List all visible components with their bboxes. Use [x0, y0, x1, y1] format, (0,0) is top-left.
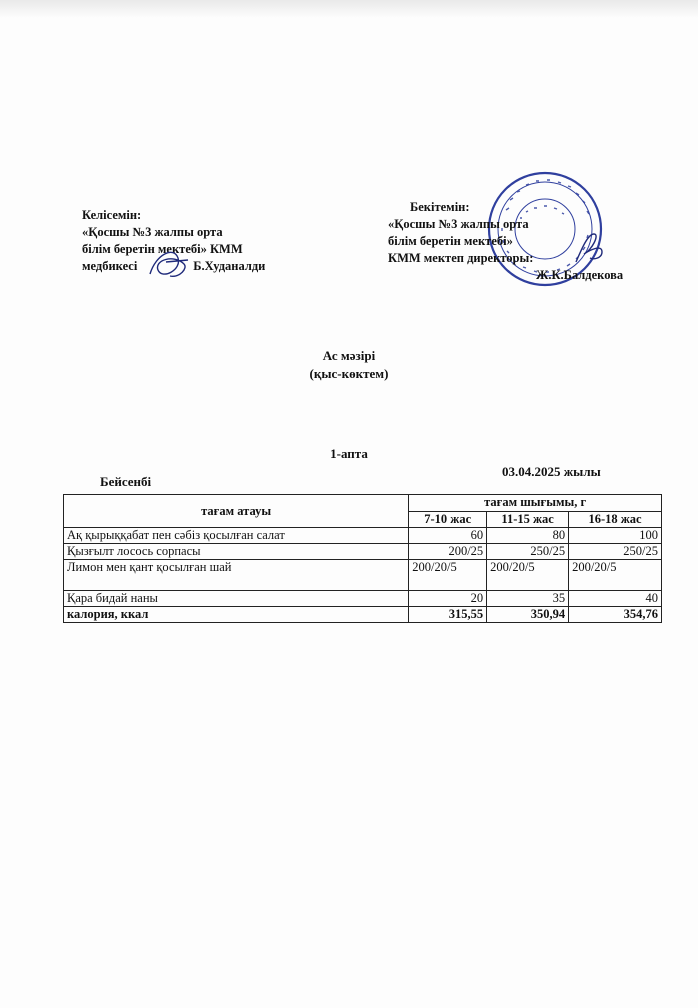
dish-name: Қызғылт лосось сорпасы — [64, 544, 409, 560]
table-row — [64, 591, 662, 607]
approval-left-org-line1: «Қосшы №3 жалпы орта — [82, 225, 223, 239]
total-row — [64, 607, 662, 623]
approval-right-label: Бекітемін: — [410, 200, 470, 214]
portion-value: 200/20/5 — [409, 560, 487, 591]
dish-name: Қара бидай наны — [64, 591, 409, 607]
portion-value: 200/20/5 — [487, 560, 569, 591]
dish-name: Лимон мен қант қосылған шай — [64, 560, 409, 591]
approval-left-org-line2: білім беретін мектебі» КММ — [82, 242, 243, 256]
col-group-header: тағам шығымы, г — [409, 495, 662, 512]
table-row — [64, 544, 662, 560]
approval-right-position: КММ мектеп директоры: — [388, 251, 534, 265]
age-group-header: 11-15 жас — [487, 511, 569, 528]
total-value: 354,76 — [569, 607, 662, 623]
approval-right-org-line1: «Қосшы №3 жалпы орта — [388, 217, 529, 231]
portion-value: 100 — [569, 528, 662, 544]
col-name-header: тағам атауы — [64, 495, 409, 528]
total-value: 350,94 — [487, 607, 569, 623]
portion-value: 20 — [409, 591, 487, 607]
portion-value: 250/25 — [569, 544, 662, 560]
approval-right — [388, 199, 623, 284]
week-label: 1-апта — [330, 446, 368, 461]
portion-value: 200/20/5 — [569, 560, 662, 591]
portion-value: 250/25 — [487, 544, 569, 560]
approval-left-label: Келісемін: — [82, 208, 142, 222]
age-group-header: 16-18 жас — [569, 511, 662, 528]
date-label: 03.04.2025 жылы — [502, 464, 601, 479]
portion-value: 40 — [569, 591, 662, 607]
table-row — [64, 528, 662, 544]
day-label: Бейсенбі — [100, 474, 152, 489]
total-label: калория, ккал — [64, 607, 409, 623]
approval-left-position: медбикесі — [82, 259, 138, 273]
page-title: Ас мәзірі — [322, 348, 376, 363]
age-group-header: 7-10 жас — [409, 511, 487, 528]
portion-value: 35 — [487, 591, 569, 607]
page-subtitle: (қыс-көктем) — [309, 366, 389, 381]
scan-shadow — [0, 0, 698, 18]
total-value: 315,55 — [409, 607, 487, 623]
menu-table — [63, 494, 662, 623]
approval-right-name: Ж.К.Балдекова — [536, 268, 624, 282]
nurse-signature — [144, 244, 194, 286]
approval-left-name: Б.Худаналди — [193, 259, 266, 273]
dish-name: Ақ қырыққабат пен сәбіз қосылған салат — [64, 528, 409, 544]
approval-right-org-line2: білім беретін мектебі» — [388, 234, 513, 248]
table-row — [64, 560, 662, 591]
table-header-row — [64, 495, 662, 512]
portion-value: 80 — [487, 528, 569, 544]
portion-value: 200/25 — [409, 544, 487, 560]
portion-value: 60 — [409, 528, 487, 544]
